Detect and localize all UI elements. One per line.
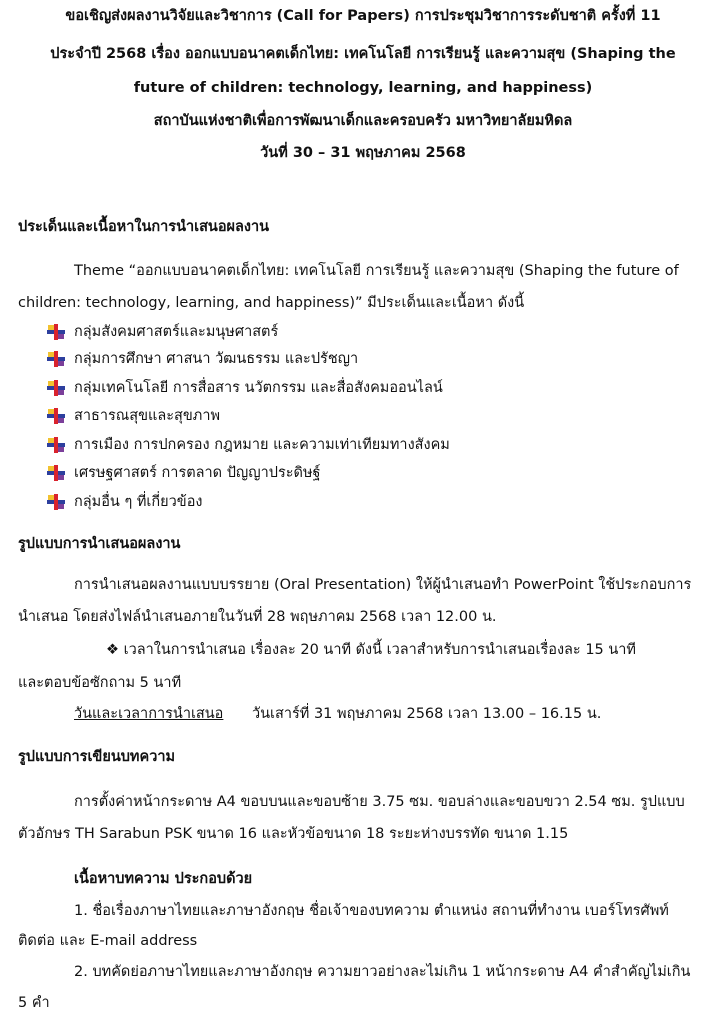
topics-intro-line-2: children: technology, learning, and happiness)” มีประเด็นและเนื้อหา ดังนี้ [18,295,525,311]
header-line-3: future of children: technology, learning, and happiness) [133,80,593,96]
content-item-1-line-1: 1. ชื่อเรื่องภาษาไทยและภาษาอังกฤษ ชื่อเจ้าของบทความ ตำแหน่ง สถานที่ทำงาน เบอร์โทรศัพท์ [74,903,669,919]
list-item: การเมือง การปกครอง กฎหมาย และความเท่าเทียมทางสังคม [74,437,450,453]
presentation-para-line-1: การนำเสนอผลงานแบบบรรยาย (Oral Presentation) ให้ผู้นำเสนอทำ PowerPoint ใช้ประกอบการ [74,577,692,593]
bullet-icon [46,493,66,511]
list-item: เศรษฐศาสตร์ การตลาด ปัญญาประดิษฐ์ [74,465,321,481]
bullet-icon [46,323,66,341]
writing-heading: รูปแบบการเขียนบทความ [18,749,176,765]
presentation-time-line-2: และตอบข้อซักถาม 5 นาที [18,675,182,691]
list-item: กลุ่มสังคมศาสตร์และมนุษศาสตร์ [74,324,279,340]
writing-para-line-1: การตั้งค่าหน้ากระดาษ A4 ขอบบนและขอบซ้าย 3.75 ซม. ขอบล่างและขอบขวา 2.54 ซม. รูปแบบ [74,794,685,810]
header-line-5: วันที่ 30 – 31 พฤษภาคม 2568 [260,145,466,161]
content-item-2-line-2: 5 คำ [18,995,50,1011]
presentation-date-label: วันและเวลาการนำเสนอ [74,706,224,722]
list-item: กลุ่มอื่น ๆ ที่เกี่ยวข้อง [74,494,203,510]
bullet-icon [46,350,66,368]
topics-intro-line-1: Theme “ออกแบบอนาคตเด็กไทย: เทคโนโลยี การเรียนรู้ และความสุข (Shaping the future of [74,263,679,279]
list-item: กลุ่มเทคโนโลยี การสื่อสาร นวัตกรรม และสื่อสังคมออนไลน์ [74,380,443,396]
bullet-icon [46,407,66,425]
presentation-date-value: วันเสาร์ที่ 31 พฤษภาคม 2568 เวลา 13.00 – 16.15 น. [252,706,602,722]
content-item-1-line-2: ติดต่อ และ E-mail address [18,933,198,949]
header-line-4: สถาบันแห่งชาติเพื่อการพัฒนาเด็กและครอบครัว มหาวิทยาลัยมหิดล [153,113,573,129]
list-item: กลุ่มการศึกษา ศาสนา วัฒนธรรม และปรัชญา [74,351,359,367]
presentation-heading: รูปแบบการนำเสนอผลงาน [18,536,181,552]
header-line-1: ขอเชิญส่งผลงานวิจัยและวิชาการ (Call for Papers) การประชุมวิชาการระดับชาติ ครั้งที่ 11 [65,8,661,24]
topics-heading: ประเด็นและเนื้อหาในการนำเสนอผลงาน [18,219,270,235]
presentation-time-line-1: ❖ เวลาในการนำเสนอ เรื่องละ 20 นาที ดังนี้ เวลาสำหรับการนำเสนอเรื่องละ 15 นาที [106,642,636,658]
presentation-para-line-2: นำเสนอ โดยส่งไฟล์นำเสนอภายในวันที่ 28 พฤษภาคม 2568 เวลา 12.00 น. [18,609,497,625]
header-line-2: ประจำปี 2568 เรื่อง ออกแบบอนาคตเด็กไทย: เทคโนโลยี การเรียนรู้ และความสุข (Shaping the [50,46,676,62]
bullet-icon [46,464,66,482]
content-heading: เนื้อหาบทความ ประกอบด้วย [74,871,253,887]
writing-para-line-2: ตัวอักษร TH Sarabun PSK ขนาด 16 และหัวข้อขนาด 18 ระยะห่างบรรทัด ขนาด 1.15 [18,826,569,842]
content-item-2-line-1: 2. บทคัดย่อภาษาไทยและภาษาอังกฤษ ความยาวอย่างละไม่เกิน 1 หน้ากระดาษ A4 คำสำคัญไม่เกิน [74,964,691,980]
list-item: สาธารณสุขและสุขภาพ [74,408,221,424]
bullet-icon [46,436,66,454]
bullet-icon [46,379,66,397]
